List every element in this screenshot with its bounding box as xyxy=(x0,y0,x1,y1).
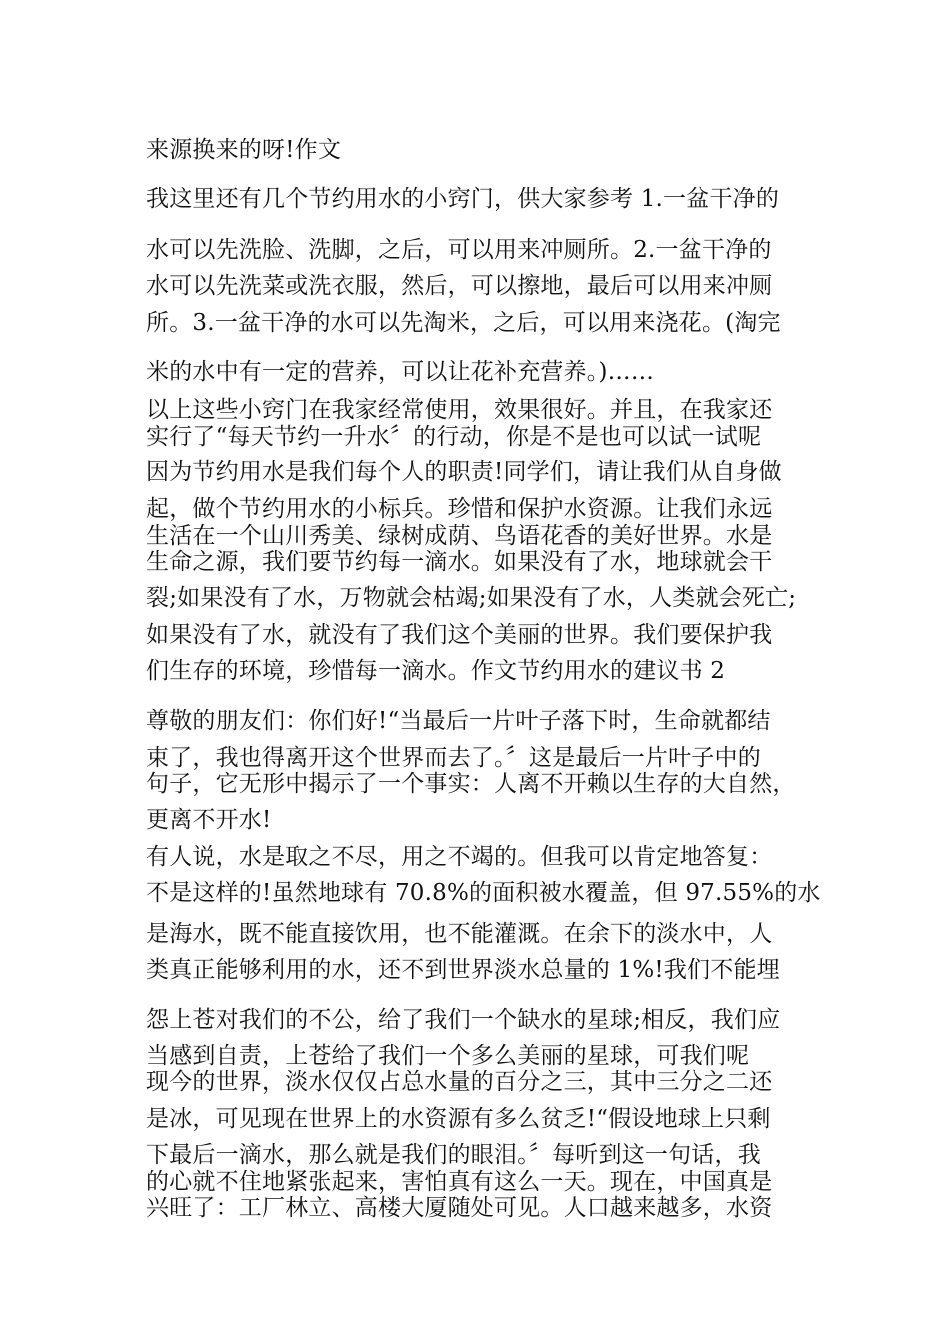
text-line-18: 句子，它无形中揭示了一个事实：人离不开赖以生存的大自然， xyxy=(146,771,796,797)
text-line-26: 现今的世界，淡水仅仅占总水量的百分之三，其中三分之二还 xyxy=(146,1069,773,1095)
text-line-16: 尊敬的朋友们：你们好!“当最后一片叶子落下时，生命就都结 xyxy=(146,708,771,734)
text-line-27: 是冰，可见现在世界上的水资源有多么贫乏!“假设地球上只剩 xyxy=(146,1106,771,1132)
text-line-29: 的心就不住地紧张起来，害怕真有这么一天。现在，中国真是 xyxy=(146,1169,773,1195)
text-line-7: 以上这些小窍门在我家经常使用，效果很好。并且，在我家还 xyxy=(146,397,773,423)
text-line-20: 有人说，水是取之不尽，用之不竭的。但我可以肯定地答复： xyxy=(146,844,773,870)
text-line-15: 们生存的环境，珍惜每一滴水。作文节约用水的建议书 2 xyxy=(146,658,726,684)
text-line-19: 更离不开水! xyxy=(146,807,272,833)
text-line-1: 来源换来的呀!作文 xyxy=(146,137,342,163)
text-line-12: 生命之源，我们要节约每一滴水。如果没有了水，地球就会干 xyxy=(146,549,773,575)
text-line-30: 兴旺了：工厂林立、高楼大厦随处可见。人口越来越多，水资 xyxy=(146,1195,773,1221)
text-line-17: 束了，我也得离开这个世界而去了。〞这是最后一片叶子中的 xyxy=(146,745,761,771)
text-line-10: 起，做个节约用水的小标兵。珍惜和保护水资源。让我们永远 xyxy=(146,496,773,522)
text-line-5: 所。3.一盆干净的水可以先淘米，之后，可以用来浇花。(淘完 xyxy=(146,310,781,336)
text-line-9: 因为节约用水是我们每个人的职责!同学们，请让我们从自身做 xyxy=(146,459,782,485)
text-line-14: 如果没有了水，就没有了我们这个美丽的世界。我们要保护我 xyxy=(146,622,773,648)
text-line-22: 是海水，既不能直接饮用，也不能灌溉。在余下的淡水中，人 xyxy=(146,921,773,947)
text-line-28: 下最后一滴水，那么就是我们的眼泪。〞每听到这一句话，我 xyxy=(146,1142,761,1168)
text-line-24: 怨上苍对我们的不公，给了我们一个缺水的星球;相反，我们应 xyxy=(146,1007,781,1033)
text-line-3: 水可以先洗脸、洗脚，之后，可以用来冲厕所。2.一盆干净的 xyxy=(146,237,772,263)
text-line-4: 水可以先洗菜或洗衣服，然后，可以擦地，最后可以用来冲厕 xyxy=(146,273,773,299)
text-line-25: 当感到自责，上苍给了我们一个多么美丽的星球，可我们呢 xyxy=(146,1043,750,1069)
text-line-6: 米的水中有一定的营养，可以让花补充营养。)…… xyxy=(146,359,655,385)
text-line-11: 生活在一个山川秀美、绿树成荫、鸟语花香的美好世界。水是 xyxy=(146,523,773,549)
text-line-8: 实行了“每天节约一升水〞的行动，你是不是也可以试一试呢 xyxy=(146,424,762,450)
text-line-23: 类真正能够利用的水，还不到世界淡水总量的 1%!我们不能埋 xyxy=(146,957,780,983)
text-line-2: 我这里还有几个节约用水的小窍门，供大家参考 1.一盆干净的 xyxy=(146,186,780,212)
text-line-13: 裂;如果没有了水，万物就会枯竭;如果没有了水，人类就会死亡; xyxy=(146,585,797,611)
text-line-21: 不是这样的!虽然地球有 70.8%的面积被水覆盖，但 97.55%的水 xyxy=(146,880,821,906)
